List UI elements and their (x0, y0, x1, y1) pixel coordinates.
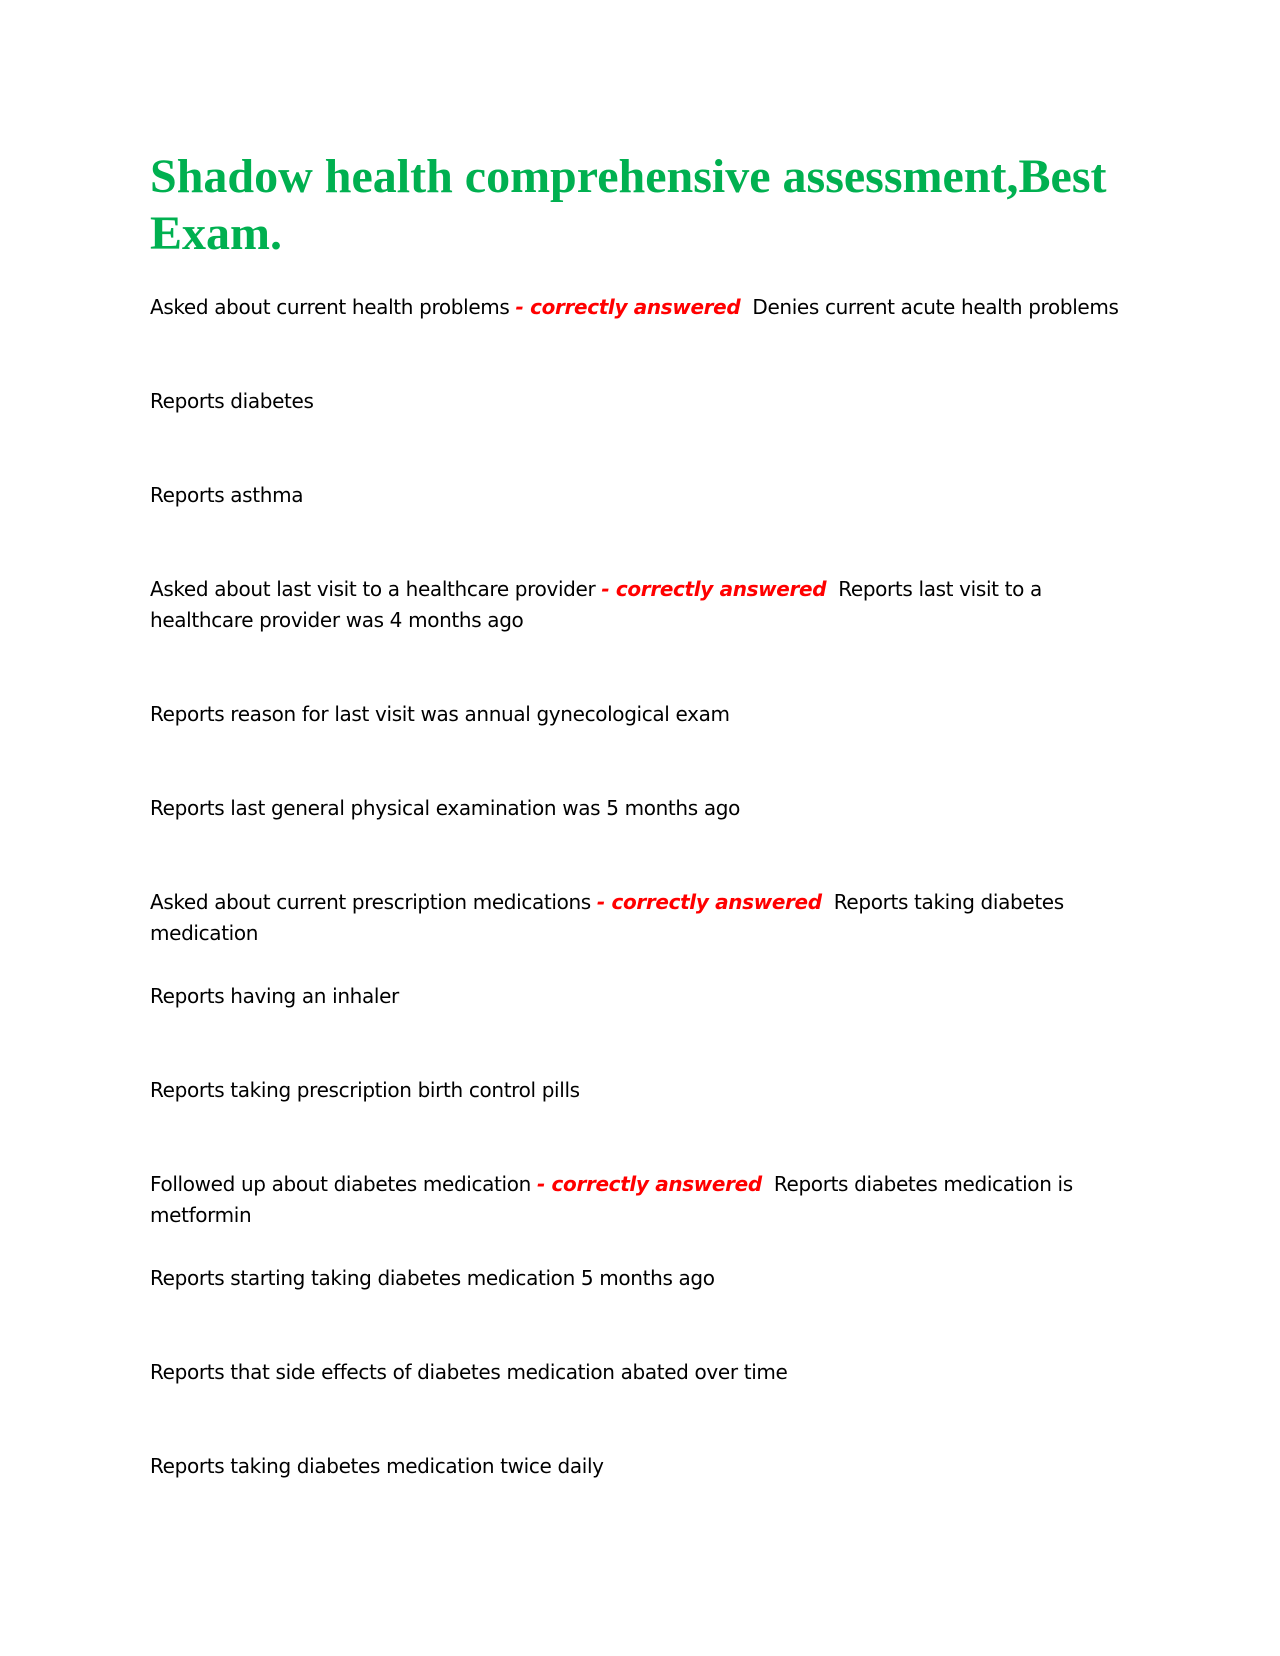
finding-item: Reports diabetes (150, 389, 314, 413)
finding-item: Reports having an inhaler (150, 984, 399, 1008)
finding-item: Reports asthma (150, 483, 304, 507)
question-text: Asked about current prescription medications (150, 890, 591, 914)
question-text: Asked about last visit to a healthcare provider (150, 577, 596, 601)
correctly-answered-tag: - correctly answered (515, 295, 741, 319)
qa-item-current-health-problems (150, 292, 1140, 323)
qa-item-prescription-medications (150, 887, 1140, 949)
answer-text: Reports taking diabetes medication (150, 890, 1064, 945)
finding-item: Reports last general physical examination was 5 months ago (150, 796, 740, 820)
answer-text: Reports diabetes medication is metformin (150, 1172, 1073, 1227)
answer-text: Denies current acute health problems (752, 295, 1119, 319)
finding-item: Reports taking prescription birth control pills (150, 1078, 580, 1102)
qa-item-last-visit (150, 574, 1140, 636)
correctly-answered-tag: - correctly answered (601, 577, 827, 601)
correctly-answered-tag: - correctly answered (596, 890, 822, 914)
finding-item: Reports taking diabetes medication twice daily (150, 1454, 604, 1478)
document-title: Shadow health comprehensive assessment,Best Exam. (150, 150, 1107, 260)
correctly-answered-tag: - correctly answered (536, 1172, 762, 1196)
answer-text: Reports last visit to a healthcare provider was 4 months ago (150, 577, 1042, 632)
finding-item: Reports reason for last visit was annual gynecological exam (150, 702, 730, 726)
qa-item-diabetes-medication (150, 1169, 1140, 1231)
finding-item: Reports that side effects of diabetes medication abated over time (150, 1360, 788, 1384)
question-text: Asked about current health problems (150, 295, 510, 319)
finding-item: Reports starting taking diabetes medication 5 months ago (150, 1266, 715, 1290)
question-text: Followed up about diabetes medication (150, 1172, 531, 1196)
